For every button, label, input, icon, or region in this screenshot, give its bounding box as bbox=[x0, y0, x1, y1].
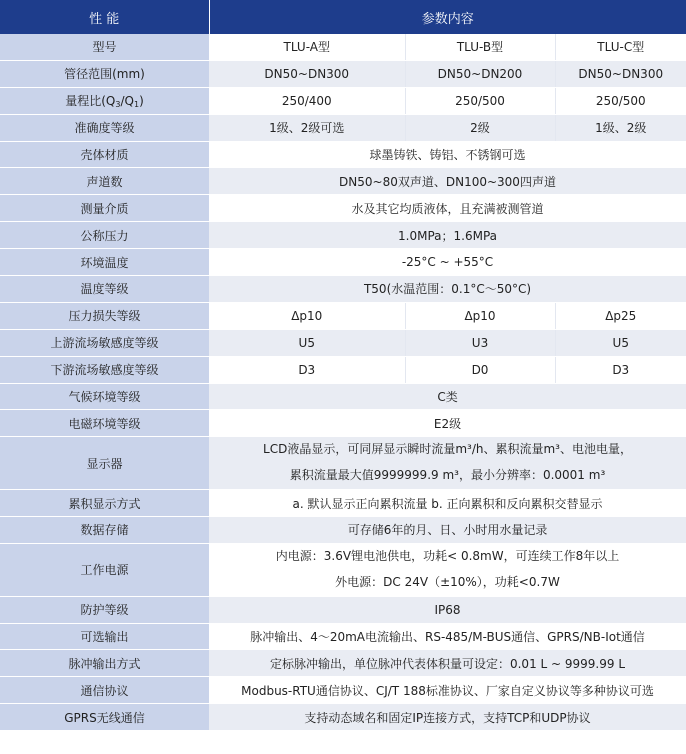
value-tlu-b: TLU-B型 bbox=[405, 34, 555, 60]
table-row-model bbox=[0, 34, 686, 60]
table-row-medium bbox=[0, 195, 686, 222]
row-label: 温度等级 bbox=[0, 276, 209, 303]
row-label: 准确度等级 bbox=[0, 114, 209, 141]
row-label: 电磁环境等级 bbox=[0, 410, 209, 437]
row-label: 数据存储 bbox=[0, 517, 209, 544]
header-params: 参数内容 bbox=[209, 0, 686, 34]
row-value bbox=[209, 543, 686, 596]
value-tlu-c: Δp25 bbox=[555, 302, 686, 329]
row-value: IP68 bbox=[209, 596, 686, 623]
value-tlu-a: 1级、2级可选 bbox=[209, 114, 405, 141]
row-label: 防护等级 bbox=[0, 596, 209, 623]
table-row-protection bbox=[0, 596, 686, 623]
row-label: 管径范围(mm) bbox=[0, 60, 209, 87]
value-tlu-b: DN50~DN200 bbox=[405, 60, 555, 87]
row-value: 水及其它均质液体，且充满被测管道 bbox=[209, 195, 686, 222]
row-label: 气候环境等级 bbox=[0, 383, 209, 410]
table-row-ratio bbox=[0, 87, 686, 114]
power-line-1: 内电源：3.6V锂电池供电，功耗< 0.8mW，可连续工作8年以上 bbox=[275, 548, 620, 563]
value-tlu-a: TLU-A型 bbox=[209, 34, 405, 60]
row-value bbox=[209, 437, 686, 490]
row-value: Modbus-RTU通信协议、CJ/T 188标准协议、厂家自定义协议等多种协议可选 bbox=[209, 677, 686, 704]
value-tlu-a: Δp10 bbox=[209, 302, 405, 329]
row-value: C类 bbox=[209, 383, 686, 410]
value-tlu-b: D0 bbox=[405, 356, 555, 383]
row-value: 支持动态域名和固定IP连接方式，支持TCP和UDP协议 bbox=[209, 704, 686, 731]
value-tlu-a: D3 bbox=[209, 356, 405, 383]
row-label: 环境温度 bbox=[0, 249, 209, 276]
row-value: 脉冲输出、4～20mA电流输出、RS-485/M-BUS通信、GPRS/NB-Iot通信 bbox=[209, 623, 686, 650]
row-value: DN50~80双声道、DN100~300四声道 bbox=[209, 168, 686, 195]
table-row-storage bbox=[0, 517, 686, 544]
row-value: E2级 bbox=[209, 410, 686, 437]
row-value: 定标脉冲输出，单位脉冲代表体积量可设定：0.01 L ~ 9999.99 L bbox=[209, 650, 686, 677]
value-tlu-b: 2级 bbox=[405, 114, 555, 141]
table-row-downstream bbox=[0, 356, 686, 383]
table-row-display bbox=[0, 437, 686, 490]
value-tlu-b: Δp10 bbox=[405, 302, 555, 329]
row-value: -25°C ~ +55°C bbox=[209, 249, 686, 276]
row-label: 压力损失等级 bbox=[0, 302, 209, 329]
row-label: 工作电源 bbox=[0, 543, 209, 596]
table-row-diameter bbox=[0, 60, 686, 87]
row-value: 可存储6年的月、日、小时用水量记录 bbox=[209, 517, 686, 544]
label-part: 量程比(Q bbox=[65, 94, 116, 109]
table-row-output bbox=[0, 623, 686, 650]
header-feature: 性 能 bbox=[0, 0, 209, 34]
value-tlu-c: DN50~DN300 bbox=[555, 60, 686, 87]
label-part: ) bbox=[139, 94, 144, 109]
row-label: 型号 bbox=[0, 34, 209, 60]
row-label: 上游流场敏感度等级 bbox=[0, 329, 209, 356]
value-tlu-b: U3 bbox=[405, 329, 555, 356]
row-label: 测量介质 bbox=[0, 195, 209, 222]
value-tlu-c: 1级、2级 bbox=[555, 114, 686, 141]
value-tlu-c: 250/500 bbox=[555, 87, 686, 114]
value-tlu-c: D3 bbox=[555, 356, 686, 383]
display-line-1: LCD液晶显示，可同屏显示瞬时流量m³/h、累积流量m³、电池电量， bbox=[263, 442, 632, 457]
table-row-emc bbox=[0, 410, 686, 437]
row-label: 公称压力 bbox=[0, 222, 209, 249]
row-label: 脉冲输出方式 bbox=[0, 650, 209, 677]
table-row-gprs bbox=[0, 704, 686, 731]
value-tlu-a: DN50~DN300 bbox=[209, 60, 405, 87]
row-value: T50(水温范围：0.1°C～50°C) bbox=[209, 276, 686, 303]
row-value: 1.0MPa；1.6MPa bbox=[209, 222, 686, 249]
row-label: 累积显示方式 bbox=[0, 490, 209, 517]
table-row-loss bbox=[0, 302, 686, 329]
subscript: 1 bbox=[133, 100, 140, 110]
table-row-climate bbox=[0, 383, 686, 410]
table-header-row bbox=[0, 0, 686, 34]
table-row-temp-class bbox=[0, 276, 686, 303]
row-label: GPRS无线通信 bbox=[0, 704, 209, 731]
row-value: a. 默认显示正向累积流量 b. 正向累积和反向累积交替显示 bbox=[209, 490, 686, 517]
value-tlu-a: 250/400 bbox=[209, 87, 405, 114]
row-value: 球墨铸铁、铸铝、不锈钢可选 bbox=[209, 141, 686, 168]
power-line-2: 外电源：DC 24V（±10%），功耗<0.7W bbox=[335, 574, 560, 589]
table-row-pulse bbox=[0, 650, 686, 677]
table-row-accum bbox=[0, 490, 686, 517]
table-row-protocol bbox=[0, 677, 686, 704]
row-label: 可选输出 bbox=[0, 623, 209, 650]
table-row-channels bbox=[0, 168, 686, 195]
value-tlu-b: 250/500 bbox=[405, 87, 555, 114]
row-label: 声道数 bbox=[0, 168, 209, 195]
table-row-upstream bbox=[0, 329, 686, 356]
table-row-material bbox=[0, 141, 686, 168]
row-label: 壳体材质 bbox=[0, 141, 209, 168]
value-tlu-c: TLU-C型 bbox=[555, 34, 686, 60]
row-label: 下游流场敏感度等级 bbox=[0, 356, 209, 383]
row-label: 显示器 bbox=[0, 437, 209, 490]
display-line-2: 累积流量最大值9999999.9 m³，最小分辨率：0.0001 m³ bbox=[289, 468, 606, 483]
table-row-power bbox=[0, 543, 686, 596]
row-label bbox=[0, 87, 209, 114]
row-label: 通信协议 bbox=[0, 677, 209, 704]
table-row-accuracy bbox=[0, 114, 686, 141]
label-part: /Q bbox=[120, 94, 134, 109]
table-row-pressure bbox=[0, 222, 686, 249]
value-tlu-a: U5 bbox=[209, 329, 405, 356]
subscript: 3 bbox=[115, 100, 121, 110]
table-row-ambient bbox=[0, 249, 686, 276]
value-tlu-c: U5 bbox=[555, 329, 686, 356]
